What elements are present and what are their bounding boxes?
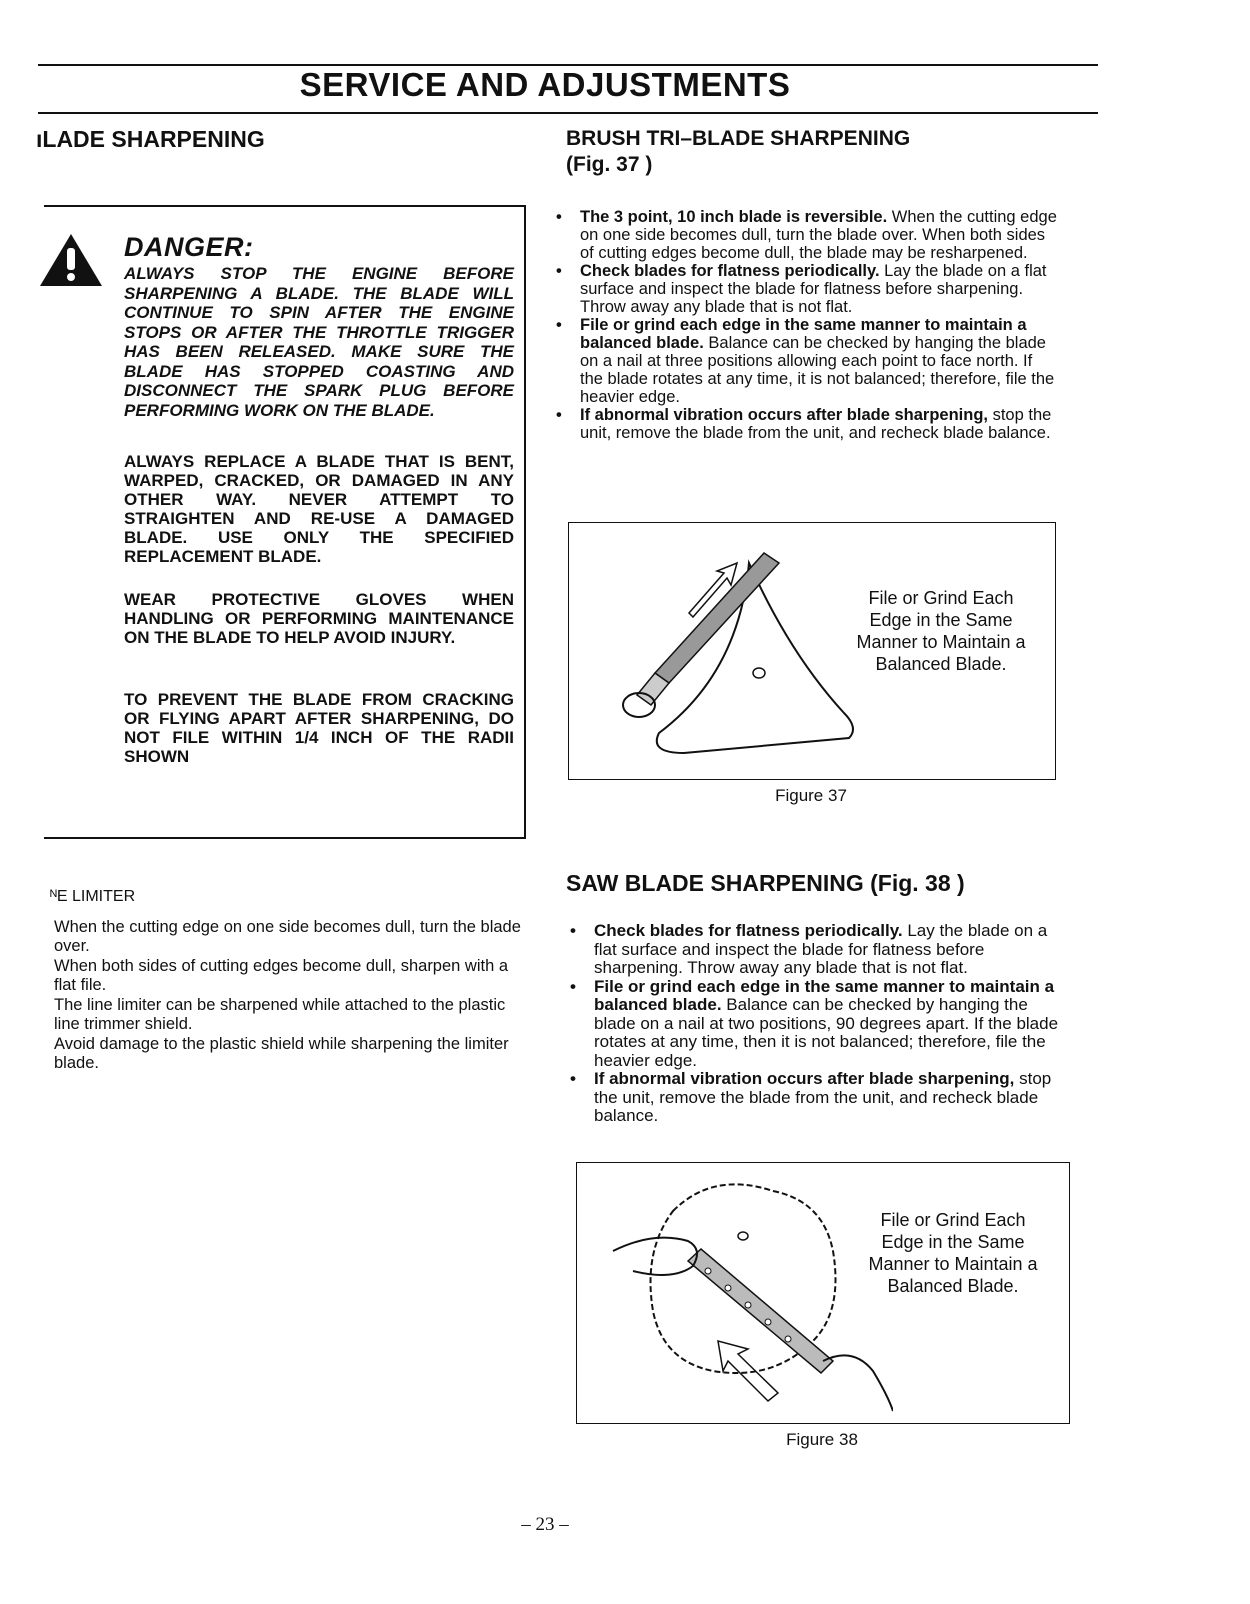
warning-triangle-icon [38,232,104,288]
list-item: • Check blades for flatness periodically. Lay the blade on a flat surface and inspect the blade for flatness before sharpening. Throw away any blade that is not flat. [548,262,1058,316]
saw-blade-bullet-list [562,922,1068,1126]
page-title: SERVICE AND ADJUSTMENTS [299,66,791,103]
list-item: • File or grind each edge in the same manner to maintain a balanced blade. Balance can be checked by hanging the blade on a nail at two positions, 90 degrees apart. If the blade rotates at any time, then it is not balanced; therefore, file the heavier edge. [562,978,1068,1071]
figure-38-caption: Figure 38 [786,1430,858,1449]
limiter-paragraph: When both sides of cutting edges become dull, sharpen with a flat file. [54,957,509,994]
limiter-paragraph: Avoid damage to the plastic shield while sharpening the limiter blade. [54,1035,509,1072]
figure-37-label: File or Grind Each Edge in the Same Manner to Maintain a Balanced Blade. [856,588,1026,674]
saw-blade-heading: SAW BLADE SHARPENING (Fig. 38 ) [566,870,965,896]
replace-blade-warning: ALWAYS REPLACE A BLADE THAT IS BENT, WARPED, CRACKED, OR DAMAGED IN ANY OTHER WAY. NEVER ATTEMPT TO STRAIGHTEN AND RE-USE A DAMAGED BLADE. USE ONLY THE SPECIFIED REPLACEMENT BLADE. [124,452,514,566]
blade-sharpening-heading: ıLADE SHARPENING [36,126,265,152]
list-item: • If abnormal vibration occurs after blade sharpening, stop the unit, remove the blade from the unit, and recheck blade balance. [548,406,1058,442]
line-limiter-text [54,918,526,1074]
figure-38-label: File or Grind Each Edge in the Same Manner to Maintain a Balanced Blade. [868,1210,1038,1296]
list-item: • The 3 point, 10 inch blade is reversible. When the cutting edge on one side becomes dull, turn the blade over. When both sides of cutting edges become dull, the blade may be resharpened. [548,208,1058,262]
list-item: • File or grind each edge in the same manner to maintain a balanced blade. Balance can be checked by hanging the blade on a nail at three positions allowing each point to face north. If the blade rotates at any time, it is not balanced; therefore, file the heavier edge. [548,316,1058,406]
figure-37-frame [568,522,1056,780]
line-limiter-heading: ᴺE LIMITER [50,888,136,905]
saw-blade-file-illustration [593,1171,893,1417]
radii-warning: TO PREVENT THE BLADE FROM CRACKING OR FLYING APART AFTER SHARPENING, DO NOT FILE WITHIN 1/4 INCH OF THE RADII SHOWN [124,690,514,766]
tri-blade-title: BRUSH TRI–BLADE SHARPENING [566,127,911,150]
danger-warning-text: ALWAYS STOP THE ENGINE BEFORE SHARPENING A BLADE. THE BLADE WILL CONTINUE TO SPIN AFTER THE ENGINE STOPS OR AFTER THE THROTTLE TRIGGER HAS BEEN RELEASED. MAKE SURE THE BLADE HAS STOPPED COASTING AND DISCONNECT THE SPARK PLUG BEFORE PERFORMING WORK ON THE BLADE. [124,264,514,420]
tri-blade-heading [566,126,910,178]
tri-blade-file-illustration [589,533,869,773]
list-item: • Check blades for flatness periodically. Lay the blade on a flat surface and inspect the blade for flatness before sharpening. Throw away any blade that is not flat. [562,922,1068,978]
danger-heading: DANGER: [124,232,254,262]
tri-blade-figure-ref: (Fig. 37 ) [566,153,653,176]
figure-37-caption: Figure 37 [775,786,847,805]
protective-gloves-warning: WEAR PROTECTIVE GLOVES WHEN HANDLING OR PERFORMING MAINTENANCE ON THE BLADE TO HELP AVOID INJURY. [124,590,514,647]
title-underline [38,112,1098,114]
tri-blade-bullet-list [548,208,1058,442]
list-item: • If abnormal vibration occurs after blade sharpening, stop the unit, remove the blade from the unit, and recheck blade balance. [562,1070,1068,1126]
limiter-paragraph: The line limiter can be sharpened while attached to the plastic line trimmer shield. [54,996,506,1033]
figure-38-frame [576,1162,1070,1424]
page-number: – 23 – [521,1514,569,1535]
limiter-paragraph: When the cutting edge on one side becomes dull, turn the blade over. [54,918,521,955]
